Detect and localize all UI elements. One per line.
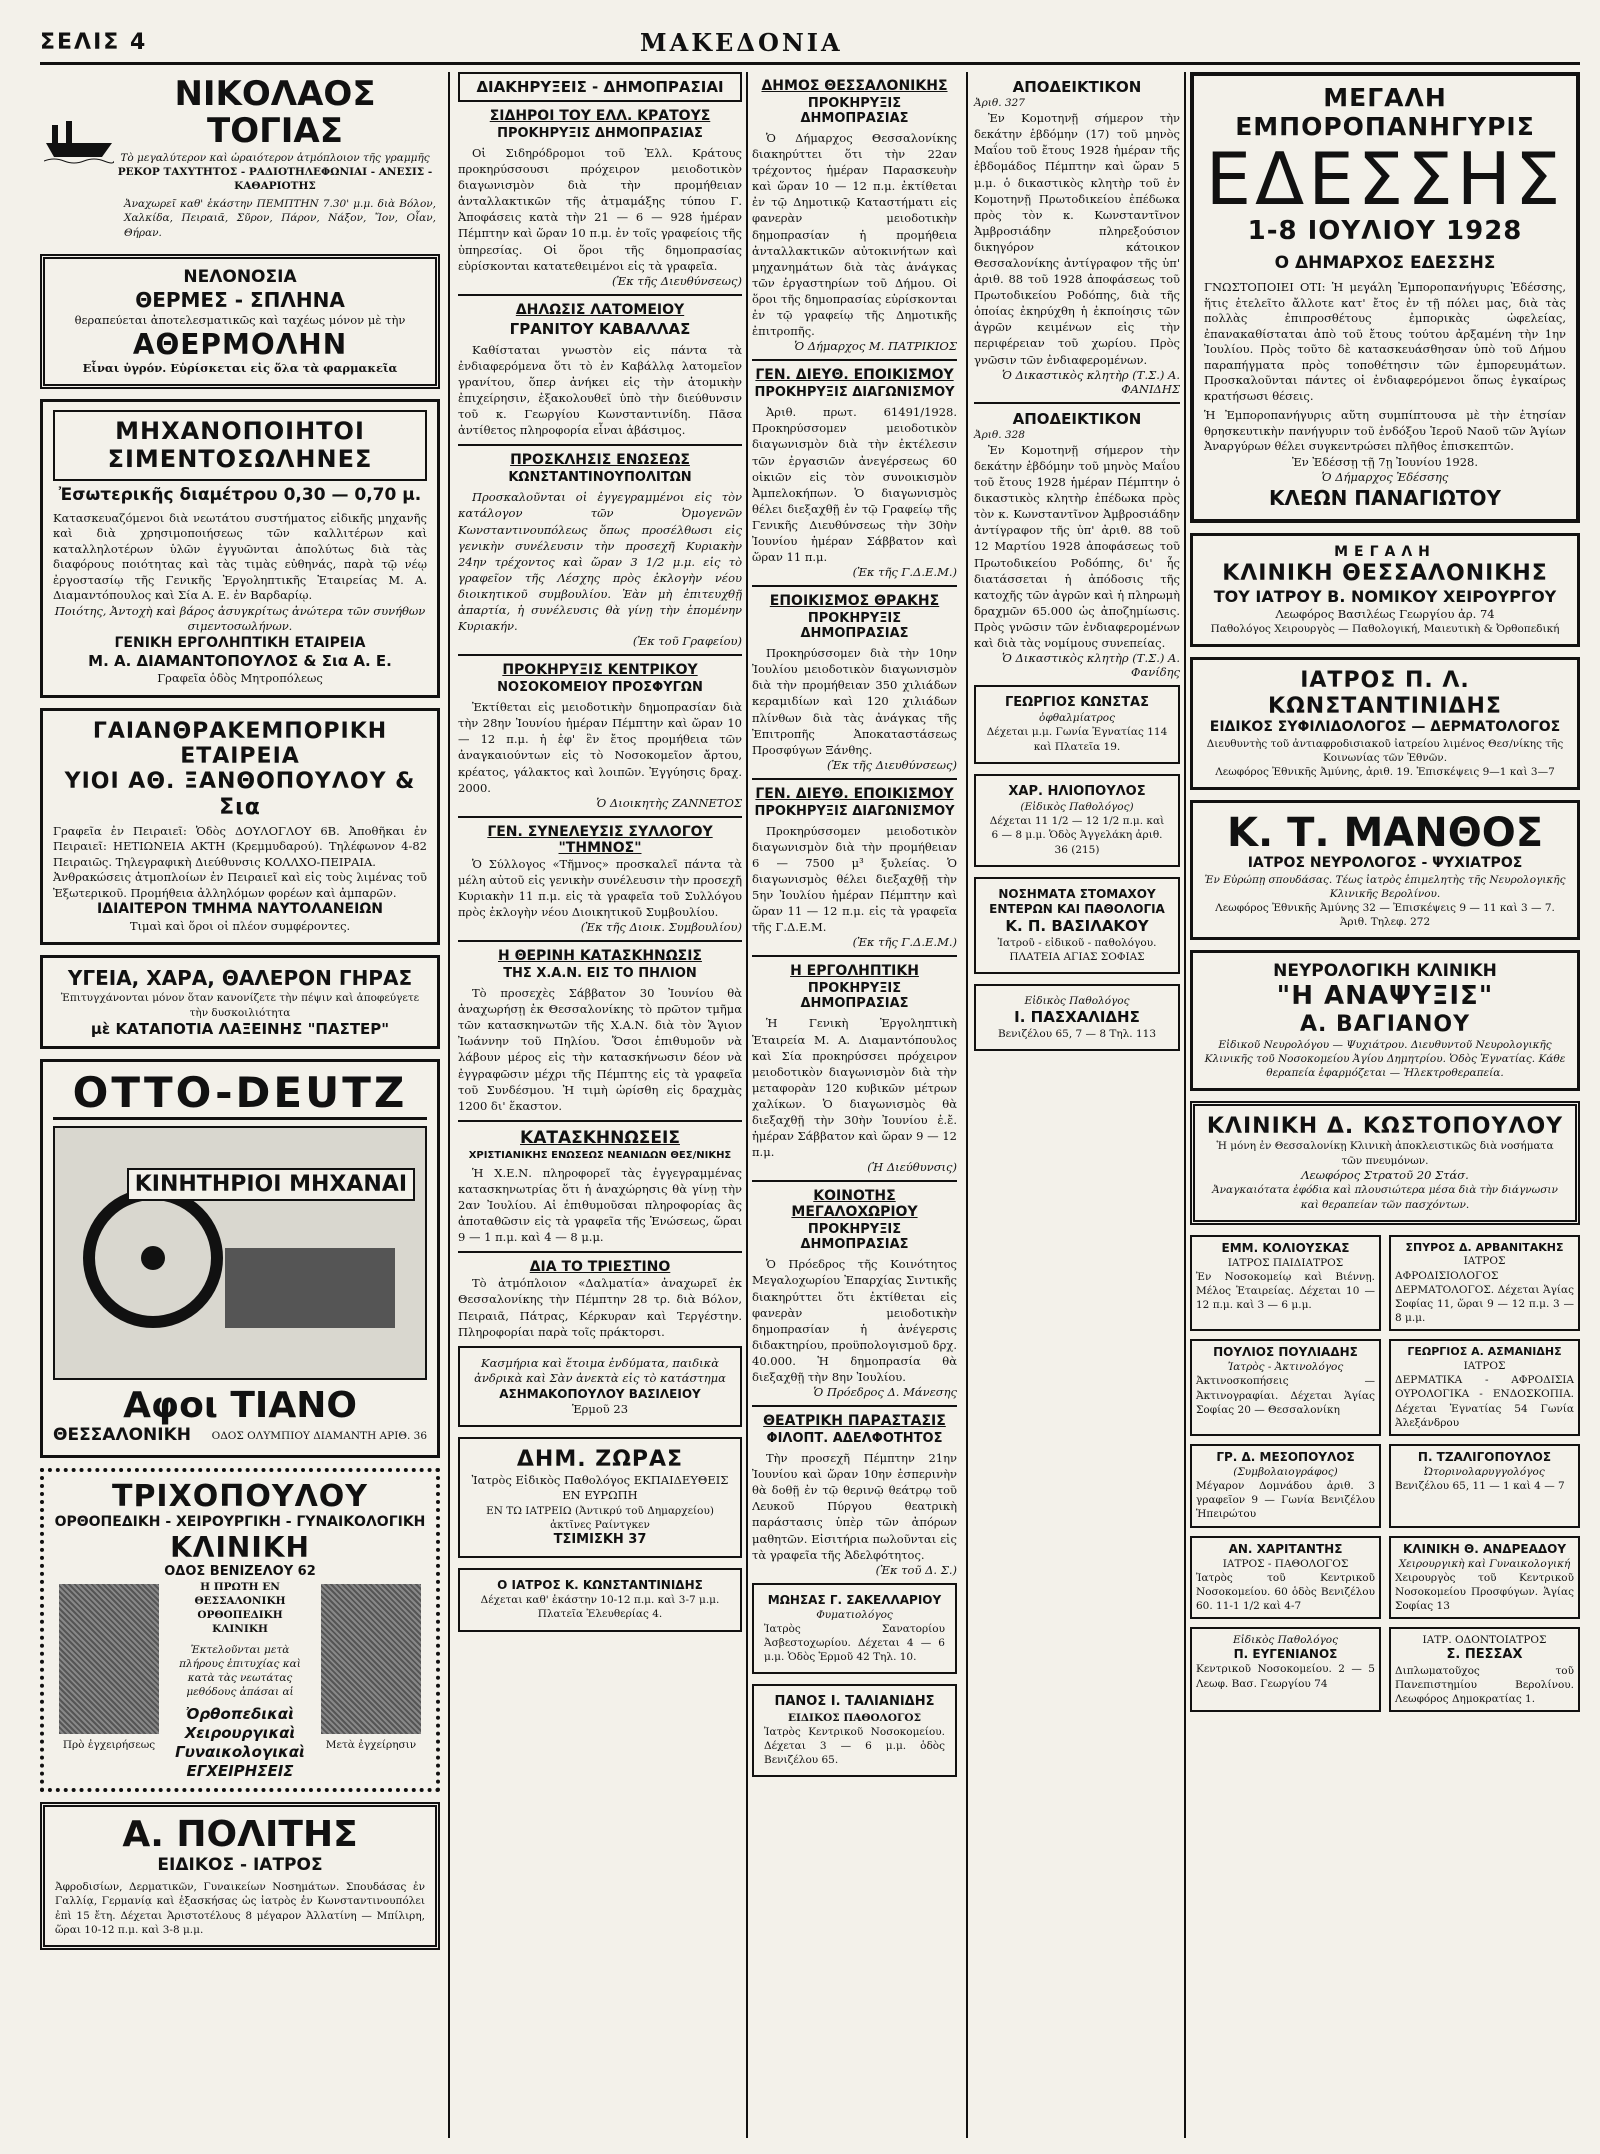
pessah-sub: ΙΑΤΡ. ΟΔΟΝΤΟΙΑΤΡΟΣ [1422, 1634, 1547, 1647]
koliouskas-sub: ΙΑΤΡΟΣ ΠΑΙΔΙΑΤΡΟΣ [1227, 1256, 1344, 1269]
kostopoulou-sub: Ἡ μόνη ἐν Θεσσαλονίκῃ Κλινικὴ ἀποκλειστικῶς διὰ νοσήματα τῶν πνευμόνων. [1216, 1140, 1554, 1167]
notice-settlement-1 [752, 367, 957, 579]
trichopoulou-body: Ἐκτελοῦνται μετὰ πλήρους ἐπιτυχίας καὶ κατὰ τὰς νεωτάτας μεθόδους ἁπάσαι αἱ [179, 1643, 301, 1699]
manthos-body: Ἐν Εὐρώπῃ σπουδάσας. Τέως ἰατρὸς ἐπιμελητὴς τῆς Νευρολογικῆς Κλινικῆς Βερολίνου. [1204, 873, 1566, 900]
notice-tymnos [458, 824, 742, 934]
vasilakou-title: ΝΟΣΗΜΑΤΑ ΣΤΟΜΑΧΟΥ ΕΝΤΕΡΩΝ ΚΑΙ ΠΑΘΟΛΟΓΙΑ [989, 886, 1165, 916]
ad-nomikou-clinic [1190, 533, 1580, 647]
masthead [40, 28, 1580, 65]
mesopoulos-sub: (Συμβολαιογράφος) [1233, 1465, 1338, 1478]
sakellariou-sub: Φυματιολόγος [816, 1608, 893, 1621]
trichopoulou-sub: ΟΡΘΟΠΕΔΙΚΗ - ΧΕΙΡΟΥΡΓΙΚΗ - ΓΥΝΑΙΚΟΛΟΓΙΚΗ [54, 1514, 426, 1531]
ad-pessah [1389, 1627, 1580, 1712]
konstas-body: Δέχεται μ.μ. Γωνία Ἐγνατίας 114 καὶ Πλατεῖα 19. [986, 726, 1168, 753]
politis-body: Ἀφροδισίων, Δερματικῶν, Γυναικείων Νοσημάτων. Σπουδάσας ἐν Γαλλίᾳ, Γερμανίᾳ καὶ ἐξασκήσας ὡς ἰατρὸς ἐν Κωνσταντινουπόλει ἐπὶ 15 ἔτη. Δέχεται Ἀριστοτέλους 8 μέγαρον Ἀλλατίνη — Μπίλιρη, ὥραι 10-12 π.μ. καὶ 3-8 μ.μ. [55, 1881, 425, 1936]
notice-municipality [752, 78, 957, 353]
tzaligopoulos-body: Βενιζέλου 65, 11 — 1 καὶ 4 — 7 [1395, 1480, 1565, 1493]
andreadou-title: ΚΛΙΝΙΚΗ Θ. ΑΝΔΡΕΑΔΟΥ [1402, 1541, 1567, 1556]
notice-camps-xen [458, 1128, 742, 1245]
talianidis-body: Ἰατρὸς Κεντρικοῦ Νοσοκομείου. Δέχεται 3 — 6 μ.μ. ὁδὸς Βενιζέλου 65. [764, 1725, 945, 1767]
athermolin-product: ΑΘΕΡΜΟΛΗΝ [132, 327, 348, 361]
tzaligopoulos-sub: Ὠτορινολαρυγγολόγος [1424, 1465, 1545, 1478]
politis-title: Α. ΠΟΛΙΤΗΣ [122, 1814, 358, 1856]
ad-paschalidis [974, 984, 1180, 1051]
ad-konstantinidis-k [458, 1568, 742, 1631]
ad-koliouskas [1190, 1235, 1381, 1332]
notice-subtitle: ΧΡΙΣΤΙΑΝΙΚΗΣ ΕΝΩΣΕΩΣ ΝΕΑΝΙΔΩΝ ΘΕΣ/ΝΙΚΗΣ [468, 1149, 732, 1161]
arvanitakis-sub: ΙΑΤΡΟΣ [1463, 1255, 1506, 1268]
sakellariou-body: Ἰατρὸς Σανατορίου Ἀσβεστοχωρίου. Δέχεται 4 — 6 μ.μ. Ὁδὸς Ἑρμοῦ 42 Τηλ. 10. [764, 1622, 945, 1664]
athermolin-line1: ΝΕΛΟΝΟΣΙΑ [183, 266, 297, 287]
p-konstantinidis-title: ΙΑΤΡΟΣ Π. Λ. ΚΩΝΣΤΑΝΤΙΝΙΔΗΣ [1268, 668, 1502, 719]
edessa-title: ΜΕΓΑΛΗ ΕΜΠΟΡΟΠΑΝΗΓΥΡΙΣ [1235, 83, 1535, 141]
vasilakou-name: Κ. Π. ΒΑΣΙΛΑΚΟΥ [1005, 916, 1149, 935]
ad-ottodeutz [40, 1059, 440, 1457]
before-surgery-photo [59, 1584, 159, 1734]
column-2 [458, 72, 742, 2138]
charitantis-body: Ἰατρὸς τοῦ Κεντρικοῦ Νοσοκομείου. 60 ὁδὸς Βενιζέλου 60. 11-1 1/2 καὶ 4-7 [1196, 1571, 1375, 1613]
ad-edessa-fair [1190, 72, 1580, 523]
newspaper-page [40, 28, 1580, 2138]
ad-talianidis [752, 1684, 957, 1777]
notice-title: ΚΑΤΑΣΚΗΝΩΣΕΙΣ [520, 1127, 680, 1148]
xanthopoulos-footer2: Τιμαὶ καὶ ὅροι οἱ πλέον συμφέροντες. [129, 918, 351, 933]
notice-title: Η ΕΡΓΟΛΗΠΤΙΚΗ [790, 963, 919, 980]
ad-togias [40, 72, 440, 244]
paschalidis-body: Βενιζέλου 65, 7 — 8 Τηλ. 113 [997, 1027, 1157, 1040]
notice-title: ΓΕΝ. ΔΙΕΥΘ. ΕΠΟΙΚΙΣΜΟΥ [755, 367, 954, 384]
notice-signature: (Ἐκ τοῦ Γραφείου) [632, 634, 742, 649]
arvanitakis-title: ΣΠΥΡΟΣ Δ. ΑΡΒΑΝΙΤΑΚΗΣ [1405, 1240, 1564, 1254]
ad-anapsis-clinic [1190, 950, 1580, 1091]
pasteur-body: Ἐπιτυγχάνονται μόνον ὅταν κανονίζετε τὴν πέψιν καὶ ἀποφεύγετε τὴν δυσκοιλιότητα [60, 992, 420, 1019]
cashmere-body: Κασμήρια καὶ ἕτοιμα ἐνδύματα, παιδικὰ ἀνδρικὰ καὶ Σὰν ἀνεκτὰ εἰς τὸ κατάστημα [474, 1355, 726, 1386]
column-divider [448, 72, 450, 2138]
section-header: ΔΙΑΚΗΡΥΞΕΙΣ - ΔΗΜΟΠΡΑΣΙΑΙ [458, 72, 742, 102]
notice-body: Τὴν προσεχῆ Πέμπτην 21ην Ἰουνίου καὶ ὥραν 10ην ἑσπερινὴν θὰ δοθῇ ἐν τῷ θερινῷ θεάτρῳ τοῦ Λευκοῦ Πύργου θεατρικὴ παράστασις ὑπὲρ τῶν ἀπόρων μαθητῶν. Εἰσιτήρια πωλοῦνται εἰς τὰ γραφεῖα τῆς Ἀδελφότητος. [752, 1451, 957, 1562]
notice-title: ΠΡΟΣΚΛΗΣΙΣ ΕΝΩΣΕΩΣ [510, 452, 690, 469]
anapsis-body: Εἰδικοῦ Νευρολόγου — Ψυχιάτρου. Διευθυντοῦ Νευρολογικῆς Κλινικῆς τοῦ Νοσοκομείου Ἀγίου Δημητρίου. Ὁδὸς Ἐγνατίας. Κάθε θεραπεία ἐφαρμόζεται — Ἠλεκτροθεραπεία. [1204, 1038, 1566, 1079]
cashmere-address: Ἑρμοῦ 23 [571, 1401, 629, 1416]
notice-signature: (Ἐκ τοῦ Δ. Σ.) [875, 1562, 957, 1577]
ad-politis [40, 1802, 440, 1950]
koliouskas-title: ΕΜΜ. ΚΟΛΙΟΥΣΚΑΣ [1221, 1240, 1350, 1255]
ad-pouliadis [1190, 1339, 1381, 1436]
kostopoulou-address: Λεωφόρος Στρατοῦ 20 Στάσ. [1301, 1167, 1469, 1182]
notice-subtitle: ΠΡΟΚΗΡΥΞΙΣ ΔΗΜΟΠΡΑΣΙΑΣ [800, 981, 909, 1012]
notice-signature: Ὁ Πρόεδρος Δ. Μάνεσης [813, 1385, 957, 1400]
notice-body: Οἱ Σιδηρόδρομοι τοῦ Ἑλλ. Κράτους προκηρύσσουσι πρόχειρον μειοδοτικὸν διαγωνισμὸν διὰ τὴν προμήθειαν ἀνταλλακτικῶν τῆς ἀτμαμάξης τύπου Γ. Ἀποφάσεις κατὰ τὴν 21 — 6 — 928 ἡμέραν Πέμπτην καὶ ὥραν 10 π.μ. ἐν τοῖς γραφείοις τῆς ὑπηρεσίας. Οἱ ὅροι τῆς δημοπρασίας εὑρίσκονται κατατεθειμένοι εἰς τὰ γραφεῖα. [458, 146, 742, 273]
edessa-place: Ἐν Ἐδέσσῃ τῇ 7ῃ Ἰουνίου 1928. [1291, 454, 1479, 469]
ad-andreadou [1389, 1536, 1580, 1620]
notice-body: Τὸ ἀτμόπλοιον «Δαλματία» ἀναχωρεῖ ἐκ Θεσσαλονίκης τὴν Πέμπτην 28 τρ. διὰ Βόλον, Πειραιᾶ, Πάτρας, Κέρκυραν καὶ Τεργέστην. Πληροφορίαι παρὰ τοῖς πράκτορσι. [458, 1276, 742, 1339]
notice-title: ΘΕΑΤΡΙΚΗ ΠΑΡΑΣΤΑΣΙΣ [763, 1413, 946, 1430]
kostopoulou-body: Ἀναγκαιότατα ἐφόδια καὶ πλουσιώτερα μέσα διὰ τὴν διάγνωσιν καὶ θεραπείαν τῶν πασχόντων. [1212, 1184, 1558, 1211]
notice-signature: (Ἐκ τῆς Διευθύνσεως) [611, 273, 742, 288]
simentosolines-diameter: Ἐσωτερικῆς διαμέτρου 0,30 — 0,70 μ. [58, 485, 422, 506]
simentosolines-note: Ποιότης, Ἀντοχὴ καὶ βάρος ἀσυγκρίτως ἀνώτερα τῶν συνήθων σιμεντοσωλήνων. [54, 603, 426, 634]
ad-tzaligopoulos [1389, 1444, 1580, 1528]
notice-railways [458, 108, 742, 288]
notice-certificate-1 [974, 78, 1180, 396]
notice-subtitle: ΠΡΟΚΗΡΥΞΙΣ ΔΗΜΟΠΡΑΣΙΑΣ [800, 1222, 909, 1253]
pouliadis-title: ΠΟΥΛΙΟΣ ΠΟΥΛΙΑΔΗΣ [1213, 1345, 1358, 1360]
edessa-dates: 1-8 ΙΟΥΛΙΟΥ 1928 [1247, 216, 1523, 247]
notice-title: ΔΗΛΩΣΙΣ ΛΑΤΟΜΕΙΟΥ [515, 301, 685, 318]
p-konstantinidis-body: Διευθυντὴς τοῦ ἀντιαφροδισιακοῦ ἰατρείου λιμένος Θεσ/νίκης τῆς Κοινωνίας τῶν Ἐθνῶν. [1206, 737, 1564, 764]
notice-trieste [458, 1259, 742, 1339]
notice-title: ΠΡΟΚΗΡΥΞΙΣ ΚΕΝΤΡΙΚΟΥ [502, 662, 698, 679]
manthos-address: Λεωφόρος Ἐθνικῆς Ἀμύνης 32 — Ἐπισκέψεις 9 — 11 καὶ 3 — 7. Ἀριθ. Τηλεφ. 272 [1215, 901, 1555, 929]
notice-subtitle: ΠΡΟΚΗΡΥΞΙΣ ΔΗΜΟΠΡΑΣΙΑΣ [497, 126, 703, 141]
ad-sakellariou [752, 1583, 957, 1675]
simentosolines-office: Γραφεῖα ὁδὸς Μητροπόλεως [157, 671, 323, 686]
notice-title: ΚΟΙΝΟΤΗΣ ΜΕΓΑΛΟΧΩΡΙΟΥ [791, 1188, 918, 1221]
p-konstantinidis-address: Λεωφόρος Ἐθνικῆς Ἀμύνης, ἀριθ. 19. Ἐπισκέψεις 9—1 καὶ 3—7 [1215, 765, 1555, 778]
column-3-left [752, 72, 957, 1787]
ad-charitantis [1190, 1536, 1381, 1620]
flywheel-icon [83, 1188, 223, 1328]
athermolin-line3: θεραπεύεται ἀποτελεσματικῶς καὶ ταχέως μόνον μὲ τὴν [74, 313, 406, 328]
konstas-sub: ὀφθαλμίατρος [1039, 712, 1115, 725]
edessa-city: ΕΔΕΣΣΗΣ [1205, 136, 1565, 221]
trichopoulou-clinic: ΚΛΙΝΙΚΗ [170, 1530, 310, 1564]
evgenianos-body: Κεντρικοῦ Νοσοκομείου. 2 — 5 Λεωφ. Βασ. Γεωργίου 74 [1196, 1663, 1375, 1690]
ad-p-konstantinidis [1190, 657, 1580, 790]
notice-number: Ἀριθ. 328 [974, 428, 1025, 441]
ad-konstas [974, 685, 1180, 764]
notice-title: ΑΠΟΔΕΙΚΤΙΚΟΝ [1012, 409, 1142, 428]
notice-subtitle: ΚΩΝΣΤΑΝΤΙΝΟΥΠΟΛΙΤΩΝ [508, 470, 692, 486]
kostopoulou-title: ΚΛΙΝΙΚΗ Δ. ΚΩΣΤΟΠΟΥΛΟΥ [1206, 1114, 1564, 1140]
charitantis-sub: ΙΑΤΡΟΣ - ΠΑΘΟΛΟΓΟΣ [1222, 1557, 1349, 1570]
notice-body: Τὸ προσεχὲς Σάββατον 30 Ἰουνίου θὰ ἀναχωρήσῃ ἐκ Θεσσαλονίκης τὸ πρῶτον τμῆμα τῶν κατασκηνωτῶν τῆς Χ.Α.Ν. διὰ τὸν Ἅγιον Ἰωάννην τοῦ Πηλίου. Ὅσοι ἐπιθυμοῦν νὰ λάβουν μέρος εἰς τὴν κατασκήνωσιν δέον νὰ ἐγγραφῶσιν μέχρι τῆς Πέμπτης εἰς τὰ γραφεῖα τοῦ Συνδέσμου. Ἡ τιμὴ ὡρίσθη εἰς δραχμὰς 1200 δι' ἕκαστον. [458, 986, 742, 1113]
notice-subtitle: ΠΡΟΚΗΡΥΞΙΣ ΔΙΑΓΩΝΙΣΜΟΥ [754, 803, 955, 819]
ottodeutz-address: ΟΔΟΣ ΟΛΥΜΠΙΟΥ ΔΙΑΜΑΝΤΗ ΑΡΙΘ. 36 [211, 1429, 427, 1442]
ottodeutz-title: OTTO-DEUTZ [53, 1070, 427, 1119]
athermolin-line2: ΘΕΡΜΕΣ - ΣΠΛΗΝΑ [135, 288, 345, 313]
notice-thrace [752, 593, 957, 772]
engine-block-icon [225, 1248, 395, 1328]
konstantinidis-k-body: Δέχεται καθ' ἑκάστην 10-12 π.μ. καὶ 3-7 μ.μ. Πλατεῖα Ἐλευθερίας 4. [480, 1594, 720, 1621]
after-surgery-photo [321, 1584, 421, 1734]
notice-signature: (Ἐκ τῆς Γ.Δ.Ε.Μ.) [852, 935, 957, 950]
notice-title: ΔΙΑ ΤΟ ΤΡΙΕΣΤΙΝΟ [529, 1259, 671, 1276]
xanthopoulos-body: Γραφεῖα ἐν Πειραιεῖ: Ὁδὸς ΔΟΥΛΟΓΛΟΥ 6Β. Ἀποθῆκαι ἐν Πειραιεῖ: ΗΕΤΙΩΝΕΙΑ ΑΚΤΗ (Κρεμμυδαρού). Τηλέφωνον 4-82 Πειραιῶς. Τηλεγραφικὴ Διεύθυνσις ΚΟΛΛΧΟ-ΠΕΙΡΑΙΑ. [53, 823, 427, 869]
edessa-body: ΓΝΩΣΤΟΠΟΙΕΙ ΟΤΙ: Ἡ μεγάλη Ἐμποροπανήγυρις Ἐδέσσης, ἥτις ἐτελεῖτο ἄλλοτε κατ' ἔτος ἐν τῇ πόλει μας, διὰ τὰς πολλὰς ἐπιπροσθέτους ἐμπορικὰς ὠφελείας, ἐπανακαθίσταται ἀπὸ τοῦ ἔτους τούτου ἀρξαμένη τὴν 1ην Ἰουλίου. Πρὸς τοῦτο δὲ κατασκευάσθησαν ὑπὸ τοῦ Δήμου παραπήγματα πρὸς τοποθέτησιν τῶν ἐμπορευμάτων. Προσκαλοῦνται πάντες οἱ ἐνδιαφερόμενοι ὅπως ἐγκαίρως κρατήσωσι θέσεις. [1204, 280, 1566, 403]
notice-signature: (Ἐκ τῆς Διευθύνσεως) [826, 757, 957, 772]
athermolin-line4: Εἶναι ὑγρόν. Εὑρίσκεται εἰς ὅλα τὰ φαρμακεῖα [82, 360, 398, 375]
pouliadis-body: Ἀκτινοσκοπήσεις — Ἀκτινογραφίαι. Δέχεται Ἁγίας Σοφίας 20 — Θεσσαλονίκη [1196, 1375, 1375, 1416]
notice-signature: (Ἐκ τῆς Γ.Δ.Ε.Μ.) [852, 565, 957, 580]
edessa-mayor: ΚΛΕΩΝ ΠΑΝΑΓΙΩΤΟΥ [1268, 485, 1502, 510]
notice-signature: Ὁ Διοικητὴς ΖΑΝΝΕΤΟΣ [596, 795, 742, 810]
notice-hospital [458, 662, 742, 810]
ottodeutz-dealer: Αφοι ΤΙΑΝΟ [123, 1384, 357, 1426]
ad-trichopoulou [40, 1468, 440, 1793]
notice-settlement-2 [752, 786, 957, 950]
andreadou-sub: Χειρουργικὴ καὶ Γυναικολογική [1398, 1557, 1571, 1570]
iliopoulos-title: ΧΑΡ. ΗΛΙΟΠΟΥΛΟΣ [1008, 783, 1146, 799]
vasilakou-body: Ἰατροῦ - εἰδικοῦ - παθολόγου. ΠΛΑΤΕΙΑ ΑΓΙΑΣ ΣΟΦΙΑΣ [997, 936, 1157, 963]
cashmere-shop: ΑΣΗΜΑΚΟΠΟΥΛΟΥ ΒΑΣΙΛΕΙΟΥ [499, 1386, 701, 1401]
pasteur-title: ΥΓΕΙΑ, ΧΑΡΑ, ΘΑΛΕΡΟΝ ΓΗΡΑΣ [67, 966, 413, 991]
notice-body: Ἡ Γενικὴ Ἐργοληπτικὴ Ἑταιρεία Μ. Α. Διαμαντόπουλος καὶ Σία προκηρύσσει πρόχειρον μειοδοτικὸν διαγωνισμὸν διὰ τὴν μεταφορὰν 120 κυβικῶν μέτρων χαλίκων. Ὁ διαγωνισμὸς θὰ διεξαχθῇ τὴν 30ὴν Ἰουνίου ἐ.ἔ. ἡμέραν Σάββατον καὶ ὥραν 9 — 12 π.μ. [752, 1016, 957, 1160]
ad-athermolin [40, 254, 440, 389]
xanthopoulos-footer: ΙΔΙΑΙΤΕΡΟΝ ΤΜΗΜΑ ΝΑΥΤΟΛΑΝΕΙΩΝ [97, 901, 383, 918]
pouliadis-sub: Ἰατρὸς - Ἀκτινολόγος [1227, 1361, 1344, 1374]
trichopoulou-after: Μετὰ ἐγχείρησιν [325, 1738, 417, 1751]
nomikou-doctor: ΤΟΥ ΙΑΤΡΟΥ Β. ΝΟΜΙΚΟΥ ΧΕΙΡΟΥΡΓΟΥ [1213, 586, 1557, 606]
notice-body: Ὁ Πρόεδρος τῆς Κοινότητος Μεγαλοχωρίου Ἐπαρχίας Σιντικῆς διακηρύττει ὅτι ἐκτίθεται εἰς φανερὰν μειοδοτικὴν δημοπρασίαν ἡ ἀνέγερσις διδακτηρίου, προϋπολογισμοῦ δρχ. 40.000. Ἡ δημοπρασία θὰ διεξαχθῇ τὴν 8ην Ἰουλίου. [752, 1257, 957, 1384]
talianidis-title: ΠΑΝΟΣ Ι. ΤΑΛΙΑΝΙΔΗΣ [774, 1694, 935, 1710]
xanthopoulos-title: ΓΑΙΑΝΘΡΑΚΕΜΠΟΡΙΚΗ ΕΤΑΙΡΕΙΑ [92, 718, 388, 769]
ad-mesopoulos [1190, 1444, 1381, 1528]
iliopoulos-sub: (Εἰδικὸς Παθολόγος) [1020, 801, 1134, 814]
paschalidis-sub: Εἰδικὸς Παθολόγος [1024, 994, 1130, 1007]
arvanitakis-body: ΑΦΡΟΔΙΣΙΟΛΟΓΟΣ ΔΕΡΜΑΤΟΛΟΓΟΣ. Δέχεται Ἁγίας Σοφίας 11, ὥραι 9 — 12 π.μ. 3 — 8 μ.μ. [1395, 1269, 1574, 1325]
asmanidis-body: ΔΕΡΜΑΤΙΚΑ - ΑΦΡΟΔΙΣΙΑ ΟΥΡΟΛΟΓΙΚΑ - ΕΝΔΟΣΚΟΠΙΑ. Δέχεται Ἐγνατίας 54 Γωνία Ἀλεξάνδρου [1395, 1374, 1574, 1429]
notice-body: Ὁ Δήμαρχος Θεσσαλονίκης διακηρύττει ὅτι τὴν 22αν τρέχοντος ἡμέραν Παρασκευὴν καὶ ὥραν 10 — 12 π.μ. ἐκτίθεται ἐν τῷ Δημοτικῷ Καταστήματι εἰς φανερὰν μειοδοτικὴν δημοπρασίαν ἡ προμήθεια ἀνταλλακτικῶν αὐτοκινήτων καὶ μηχανημάτων διὰ τὰς ἀνάγκας τῶν ἐργαστηρίων τοῦ Δήμου. Οἱ ὅροι τῆς δημοπρασίας εὑρίσκονται ἐν τῷ γραφείῳ τῆς Δημοτικῆς ἐπιτροπῆς. [752, 131, 957, 339]
notice-title: ΔΗΜΟΣ ΘΕΣΣΑΛΟΝΙΚΗΣ [761, 78, 948, 94]
talianidis-sub: ΕΙΔΙΚΟΣ ΠΑΘΟΛΟΓΟΣ [788, 1711, 921, 1724]
edessa-body2: Ἡ Ἐμποροπανήγυρις αὕτη συμπίπτουσα μὲ τὴν ἐτησίαν θρησκευτικὴν πανήγυριν τοῦ ἐνδόξου Ἱεροῦ Ναοῦ τῶν Ἁγίων Ἀναργύρων θέλει συγκεντρώσει πλῆθος ἐπισκεπτῶν. [1204, 408, 1566, 454]
pessah-title: Σ. ΠΕΣΣΑΧ [1446, 1647, 1523, 1663]
column-4 [1190, 72, 1580, 2138]
notice-title: Η ΘΕΡΙΝΗ ΚΑΤΑΣΚΗΝΩΣΙΣ [498, 948, 702, 965]
nomikou-title: ΚΛΙΝΙΚΗ ΘΕΣΣΑΛΟΝΙΚΗΣ [1222, 561, 1548, 587]
notice-subtitle: ΝΟΣΟΚΟΜΕΙΟΥ ΠΡΟΣΦΥΓΩΝ [497, 680, 703, 696]
manthos-sub: ΙΑΤΡΟΣ ΝΕΥΡΟΛΟΓΟΣ - ΨΥΧΙΑΤΡΟΣ [1247, 855, 1523, 872]
mesopoulos-title: ΓΡ. Δ. ΜΕΣΟΠΟΥΛΟΣ [1216, 1449, 1355, 1464]
trichopoulou-first: Η ΠΡΩΤΗ ΕΝ ΘΕΣΣΑΛΟΝΙΚΗ ΟΡΘΟΠΕΔΙΚΗ ΚΛΙΝΙΚΗ [194, 1580, 286, 1636]
notice-title: ΣΙΔΗΡΟΙ ΤΟΥ ΕΛΛ. ΚΡΑΤΟΥΣ [489, 108, 711, 124]
anapsis-title: ΝΕΥΡΟΛΟΓΙΚΗ ΚΛΙΝΙΚΗ [1273, 961, 1497, 982]
notice-subtitle: ΠΡΟΚΗΡΥΞΙΣ ΔΗΜΟΠΡΑΣΙΑΣ [800, 96, 909, 126]
ad-pasteur [40, 955, 440, 1049]
ad-xanthopoulos [40, 708, 440, 946]
notice-body: Ἐν Κομοτηνῇ σήμερον τὴν δεκάτην ἑβδόμην τοῦ μηνὸς Μαΐου τοῦ ἔτους 1928 ἡμέραν Πέμπτην ὁ δικαστικὸς κλητὴρ ἐπέδωκα πρὸς τὸν κ. Κωνσταντῖνον Ἀμβροσιάδην ἀντίγραφον τῆς ὑπ' ἀριθ. 88 τοῦ 12 Μαρτίου 1928 ἀποφάσεως τοῦ Πρωτοδικείου Ροδόπης, δι' ἧς διατάσσεται ἡ ἀπόδοσις τῆς κατοχῆς τῶν ἀγρῶν καὶ ἡ πληρωμὴ δραχμῶν 65.000 ὡς ἀποζημίωσις. Πρὸς γνῶσιν τῶν ἐνδιαφερομένων καὶ διὰ τὰς νομίμους συνεπείας. [974, 442, 1180, 650]
manthos-title: Κ. Τ. ΜΑΝΘΟΣ [1226, 810, 1544, 857]
ad-cashmere [458, 1346, 742, 1428]
edessa-signature: Ὁ Δήμαρχος Ἐδέσσης [1321, 470, 1449, 485]
notice-contractor [752, 963, 957, 1174]
konstantinidis-k-title: Ο ΙΑΤΡΟΣ Κ. ΚΩΝΣΤΑΝΤΙΝΙΔΗΣ [497, 1578, 703, 1593]
togias-title: ΝΙΚΟΛΑΟΣ ΤΟΓΙΑΣ [174, 74, 376, 152]
edessa-subtitle: Ο ΔΗΜΑΡΧΟΣ ΕΔΕΣΣΗΣ [1274, 252, 1496, 273]
column-3 [752, 72, 1180, 2138]
ad-zoras [458, 1437, 742, 1558]
tzaligopoulos-title: Π. ΤΖΑΛΙΓΟΠΟΥΛΟΣ [1417, 1449, 1552, 1464]
asmanidis-title: ΓΕΩΡΓΙΟΣ Α. ΑΣΜΑΝΙΔΗΣ [1407, 1345, 1562, 1359]
trichopoulou-address: ΟΔΟΣ ΒΕΝΙΖΕΛΟΥ 62 [164, 1563, 316, 1579]
notice-signature: (Ἡ Διεύθυνσις) [867, 1160, 957, 1175]
notice-body: Ἡ Χ.Ε.Ν. πληροφορεῖ τὰς ἐγγεγραμμένας κατασκηνωτρίας ὅτι ἡ ἀναχώρησις θὰ γίνῃ τὴν 2αν Ἰουλίου. Αἱ ἐπιθυμοῦσαι πληροφορίας ἂς ἀποταθῶσιν εἰς τὰ γραφεῖα τῆς Ἑνώσεως, ὥραι 9 — 1 π.μ. καὶ 4 — 8 μ.μ. [458, 1165, 742, 1245]
iliopoulos-body: Δέχεται 11 1/2 — 12 1/2 π.μ. καὶ 6 — 8 μ.μ. Ὁδὸς Ἀγγελάκη ἀριθ. 36 (215) [989, 815, 1165, 856]
togias-tagline: ΡΕΚΟΡ ΤΑΧΥΤΗΤΟΣ - ΡΑΔΙΟΤΗΛΕΦΩΝΙΑΙ - ΑΝΕΣΙΣ - ΚΑΘΑΡΙΟΤΗΣ [117, 165, 433, 193]
nomikou-top: ΜΕΓΑΛΗ [1334, 543, 1436, 560]
anapsis-doctor: Α. ΒΑΓΙΑΝΟΥ [1299, 1012, 1471, 1038]
zoras-title: ΔΗΜ. ΖΩΡΑΣ [516, 1447, 684, 1473]
simentosolines-body: Κατασκευαζόμενοι διὰ νεωτάτου συστήματος εἰδικῆς μηχανῆς καὶ διὰ χρησιμοποιήσεως τῶν καλλιτέρων καὶ καταλληλοτέρων ὑλῶν ἐγγυῶνται ἀπολύτως διὰ τὰς διαφόρους ποιότητας καὶ τὰς τιμὰς εὐθηνάς, παρὰ τῷ νέῳ ἐργοστασίῳ τῆς Γενικῆς Ἐργοληπτικῆς Ἑταιρείας Μ. Α. Διαμαντόπουλος καὶ Σία Α. Ε. ἐν Βαρδαρίῳ. [53, 510, 427, 603]
zoras-address: ΤΣΙΜΙΣΚΗ 37 [553, 1531, 647, 1547]
trichopoulou-title: ΤΡΙΧΟΠΟΥΛΟΥ [111, 1478, 369, 1514]
ottodeutz-city: ΘΕΣΣΑΛΟΝΙΚΗ [53, 1425, 192, 1446]
nomikou-address: Λεωφόρος Βασιλέως Γεωργίου ἀρ. 74 [1275, 606, 1495, 621]
column-3-right [974, 72, 1180, 1061]
notice-subtitle: ΠΡΟΚΗΡΥΞΙΣ ΔΙΑΓΩΝΙΣΜΟΥ [754, 385, 955, 401]
trichopoulou-ops: Ὀρθοπεδικαὶ Χειρουργικαὶ Γυναικολογικαὶ ΕΓΧΕΙΡΗΣΕΙΣ [175, 1705, 305, 1780]
column-divider [746, 72, 748, 2138]
charitantis-title: ΑΝ. ΧΑΡΙΤΑΝΤΗΣ [1228, 1541, 1343, 1556]
evgenianos-title: Π. ΕΥΓΕΝΙΑΝΟΣ [1233, 1647, 1338, 1662]
xanthopoulos-body2: Ἀνθρακώσεις ἀτμοπλοίων ἐν Πειραιεῖ καὶ εἰς τοὺς λιμένας τοῦ Ἐξωτερικοῦ. Προμήθεια ἀλληλόμων φορέων καὶ ἀμπαρῶν. [53, 870, 427, 900]
doctor-ads-grid [1190, 1235, 1580, 1713]
notice-body: Προσκαλοῦνται οἱ ἐγγεγραμμένοι εἰς τὸν κατάλογον τῶν Ὀμογενῶν Κωνσταντινουπόλεως ὅπως προσέλθωσι εἰς γενικὴν συνέλευσιν τὴν προσεχῆ Κυριακὴν 24ην τρέχοντος καὶ ὥραν 3 1/2 μ.μ. εἰς τὸ γραφεῖον τῆς Λέσχης πρὸς ἐκλογὴν νέου διοικητικοῦ συμβουλίου. Ἐὰν μὴ ἐπιτευχθῇ ἀπαρτία, ἡ συνέλευσις θὰ γίνῃ τὴν ἑπομένην Κυριακήν. [458, 490, 742, 634]
simentosolines-company: ΓΕΝΙΚΗ ΕΡΓΟΛΗΠΤΙΚΗ ΕΤΑΙΡΕΙΑ [114, 634, 366, 651]
anapsis-name: "Η ΑΝΑΨΥΞΙΣ" [1276, 981, 1494, 1012]
notice-subtitle: ΓΡΑΝΙΤΟΥ ΚΑΒΑΛΛΑΣ [509, 319, 691, 338]
notice-title: ΓΕΝ. ΔΙΕΥΘ. ΕΠΟΙΚΙΣΜΟΥ [755, 785, 954, 802]
togias-subtitle: Τὸ μεγαλύτερον καὶ ὡραιότερον ἀτμόπλοιον τῆς γραμμῆς [120, 151, 430, 164]
p-konstantinidis-sub: ΕΙΔΙΚΟΣ ΣΥΦΙΛΙΔΟΛΟΓΟΣ — ΔΕΡΜΑΤΟΛΟΓΟΣ [1209, 719, 1561, 736]
notice-body: Ἀριθ. πρωτ. 61491/1928. Προκηρύσσομεν μειοδοτικὸν διαγωνισμὸν διὰ τὴν ἐκτέλεσιν τῶν ἐργασιῶν ἀνεγέρσεως 60 οἰκιῶν εἰς τὸν συνοικισμὸν Ἀμπελοκήπων. Ὁ διαγωνισμὸς θέλει διεξαχθῇ ἐν τῷ Γραφείῳ τῆς Γενικῆς Διευθύνσεως τὴν 30ὴν Ἰουνίου ἡμέραν Σάββατον καὶ ὥραν 11 π.μ. [752, 405, 957, 565]
notice-theatre [752, 1413, 957, 1577]
togias-body: Ἀναχωρεῖ καθ' ἑκάστην ΠΕΜΠΤΗΝ 7.30' μ.μ. διὰ Βόλον, Χαλκίδα, Πειραιᾶ, Σῦρον, Πάρον, Νάξον, Ἴον, Οἶαν, Θήραν. [124, 198, 436, 239]
ad-simentosolines [40, 399, 440, 697]
xanthopoulos-title2: ΥΙΟΙ ΑΘ. ΞΑΝΘΟΠΟΥΛΟΥ & Σια [64, 769, 416, 820]
politis-sub: ΕΙΔΙΚΟΣ - ΙΑΤΡΟΣ [157, 1854, 323, 1875]
nomikou-body: Παθολόγος Χειρουργὸς — Παθολογική, Μαιευτικὴ & Ὀρθοπεδική [1210, 623, 1560, 636]
ottodeutz-label: ΚΙΝΗΤΗΡΙΟΙ ΜΗΧΑΝΑΙ [127, 1168, 415, 1201]
notice-title: ΑΠΟΔΕΙΚΤΙΚΟΝ [1012, 78, 1142, 96]
notice-body: Ἐν Κομοτηνῇ σήμερον τὴν δεκάτην ἑβδόμην (17) τοῦ μηνὸς Μαΐου τοῦ ἔτους 1928 ἡμέραν τῆς ἑβδομάδος Πέμπτην καὶ ὥραν 5 μ.μ. ὁ δικαστικὸς κλητὴρ τοῦ ἐν Κομοτηνῇ Πρωτοδικείου ἐπέδωκα πρὸς τὸν κ. Κωνσταντῖνον Ἀμβροσιάδην πληρεξούσιον δικηγόρον κάτοικον Θεσσαλονίκης ἀντίγραφον τῆς ὑπ' ἀριθ. 88 τοῦ 1928 ἀποφάσεως τοῦ Πρωτοδικείου Ροδόπης, διὰ τῆς ὁποίας ἐκηρύχθη ἡ ἐκποίησις τῶν ἀγρῶν κειμένων εἰς τὴν περιφέρειαν τοῦ χωρίου. Πρὸς γνῶσιν τῶν ἐνδιαφερομένων. [974, 111, 1180, 367]
ad-evgenianos [1190, 1627, 1381, 1712]
konstas-title: ΓΕΩΡΓΙΟΣ ΚΩΝΣΤΑΣ [1004, 695, 1149, 711]
notice-quarry [458, 302, 742, 439]
ad-vasilakou [974, 877, 1180, 974]
pessah-body: Διπλωματοῦχος τοῦ Πανεπιστημίου Βερολίνου. Λεωφόρος Δημοκρατίας 1. [1395, 1664, 1574, 1706]
asmanidis-sub: ΙΑΤΡΟΣ [1463, 1360, 1506, 1373]
ad-asmanidis [1389, 1339, 1580, 1436]
notice-title: ΕΠΟΙΚΙΣΜΟΣ ΘΡΑΚΗΣ [769, 593, 940, 610]
notice-camp-pelion [458, 948, 742, 1114]
notice-number: Ἀριθ. 327 [974, 97, 1025, 109]
notice-body: Καθίσταται γνωστὸν εἰς πάντα τὰ ἐνδιαφερόμενα ὅτι τὸ ἐν Καβάλλᾳ λατομεῖον γρανίτου, ὅπερ ἀνήκει εἰς τὴν ἀτομικὴν ἐπιχείρησιν, ἐξακολουθεῖ ὑπὸ τὴν διεύθυνσιν τοῦ κ. Γεωργίου Κωνσταντινίδη. Πᾶσα ἀντίθετος πληροφορία εἶναι ἀβάσιμος. [458, 342, 742, 438]
notice-subtitle: ΤΗΣ Χ.Α.Ν. ΕΙΣ ΤΟ ΠΗΛΙΟΝ [503, 966, 697, 982]
notice-signature: (Ἐκ τῆς Διοικ. Συμβουλίου) [580, 920, 742, 935]
notice-body: Προκηρύσσομεν διὰ τὴν 10ην Ἰουλίου μειοδοτικὸν διαγωνισμὸν διὰ τὴν προμήθειαν 350 χιλιάδων κεραμιδίων καὶ 120 χιλιάδων πλίνθων διὰ τὰς ἀνάγκας τῆς Ἐπιτροπῆς Ἀποκαταστάσεως Προσφύγων Ξάνθης. [752, 646, 957, 757]
notice-body: Ἐκτίθεται εἰς μειοδοτικὴν δημοπρασίαν διὰ τὴν 28ην Ἰουνίου ἡμέραν Πέμπτην καὶ ὥραν 10 — 12 π.μ. ἡ ἐφ' ἓν ἔτος προμήθεια τῶν ἀναγκαιούντων εἰς τὸ Νοσοκομεῖον ἄρτου, κρέατος, γάλακτος καὶ λοιπῶν. Ἐγγύησις δραχ. 2000. [458, 700, 742, 795]
zoras-line: ΕΝ ΤΩ ΙΑΤΡΕΙΩ (Ἀντικρύ τοῦ Δημαρχείου) ἀκτῖνες Ραίντγκεν [486, 1504, 714, 1531]
evgenianos-sub: Εἰδικὸς Παθολόγος [1233, 1634, 1338, 1647]
notice-signature: Ὁ Δικαστικὸς κλητὴρ (Τ.Σ.) Α. ΦΑΝΙΔΗΣ [1001, 367, 1180, 396]
ad-manthos [1190, 800, 1580, 940]
page-number: ΣΕΛΙΣ 4 [40, 30, 148, 55]
ad-arvanitakis [1389, 1235, 1580, 1332]
engine-illustration [53, 1126, 427, 1380]
notice-constantinopolitans [458, 452, 742, 648]
notice-certificate-2 [974, 410, 1180, 679]
newspaper-name: ΜΑΚΕΔΟΝΙΑ [640, 28, 843, 57]
notice-body: Προκηρύσσομεν μειοδοτικὸν διαγωνισμὸν διὰ τὴν προμήθειαν 6 — 7500 μ³ ξυλείας. Ὁ διαγωνισμὸς θέλει διεξαχθῇ τὴν 5ην Ἰουλίου ἡμέραν Πέμπτην καὶ ὥραν 11 — 12 π.μ. εἰς τὰ γραφεῖα τῆς Γ.Δ.Ε.Μ. [752, 823, 957, 935]
trichopoulou-before: Πρὸ ἐγχειρήσεως [62, 1738, 156, 1751]
zoras-body: Ἰατρὸς Εἰδικὸς Παθολόγος ΕΚΠΑΙΔΕΥΘΕΙΣ ΕΝ ΕΥΡΩΠΗ [471, 1472, 729, 1503]
ad-kostopoulou-clinic [1190, 1101, 1580, 1225]
koliouskas-body: Ἐν Νοσοκομείῳ καὶ Βιέννῃ. Μέλος Ἑταιρείας. Δέχεται 10 — 12 π.μ. καὶ 3 — 6 μ.μ. [1196, 1270, 1375, 1312]
column-divider [966, 72, 968, 2138]
pasteur-product: μὲ ΚΑΤΑΠΟΤΙΑ ΛΑΞΕΙΝΗΣ "ΠΑΣΤΕΡ" [90, 1019, 390, 1038]
paschalidis-title: Ι. ΠΑΣΧΑΛΙΔΗΣ [1014, 1008, 1140, 1027]
notice-title: ΓΕΝ. ΣΥΝΕΛΕΥΣΙΣ ΣΥΛΛΟΓΟΥ "ΤΗΜΝΟΣ" [487, 823, 713, 856]
mesopoulos-body: Μέγαρον Δομνάδου ἀριθ. 3 γραφεῖον 9 — Γωνία Βενιζέλου Ἡπειρώτου [1196, 1480, 1375, 1521]
ad-iliopoulos [974, 774, 1180, 867]
column-1 [40, 72, 440, 2138]
sakellariou-title: ΜΩΗΣΑΣ Γ. ΣΑΚΕΛΛΑΡΙΟΥ [767, 1592, 942, 1607]
notice-subtitle: ΦΙΛΟΠΤ. ΑΔΕΛΦΟΤΗΤΟΣ [766, 1431, 943, 1447]
notice-megalochori [752, 1188, 957, 1399]
notice-subtitle: ΠΡΟΚΗΡΥΞΙΣ ΔΗΜΟΠΡΑΣΙΑΣ [800, 611, 909, 642]
column-divider [1184, 72, 1186, 2138]
notice-signature: Ὁ Δικαστικὸς κλητὴρ (Τ.Σ.) Α. Φανίδης [1001, 651, 1180, 680]
andreadou-body: Χειρουργὸς τοῦ Κεντρικοῦ Νοσοκομείου Προσφύγων. Ἁγίας Σοφίας 13 [1395, 1571, 1574, 1613]
simentosolines-title: ΜΗΧΑΝΟΠΟΙΗΤΟΙ ΣΙΜΕΝΤΟΣΩΛΗΝΕΣ [53, 410, 427, 481]
notice-signature: Ὁ Δήμαρχος Μ. ΠΑΤΡΙΚΙΟΣ [794, 339, 957, 354]
simentosolines-company2: Μ. Α. ΔΙΑΜΑΝΤΟΠΟΥΛΟΣ & Σια Α. Ε. [88, 652, 392, 671]
notice-body: Ὁ Σύλλογος «Τῆμνος» προσκαλεῖ πάντα τὰ μέλη αὐτοῦ εἰς γενικὴν συνέλευσιν τὴν προσεχῆ Κυριακὴν 11 π.μ. εἰς τὰ γραφεῖα τοῦ Συλλόγου πρὸς ἐκλογὴν νέου Διοικητικοῦ Συμβουλίου. [458, 856, 742, 919]
steamship-icon [44, 105, 114, 165]
